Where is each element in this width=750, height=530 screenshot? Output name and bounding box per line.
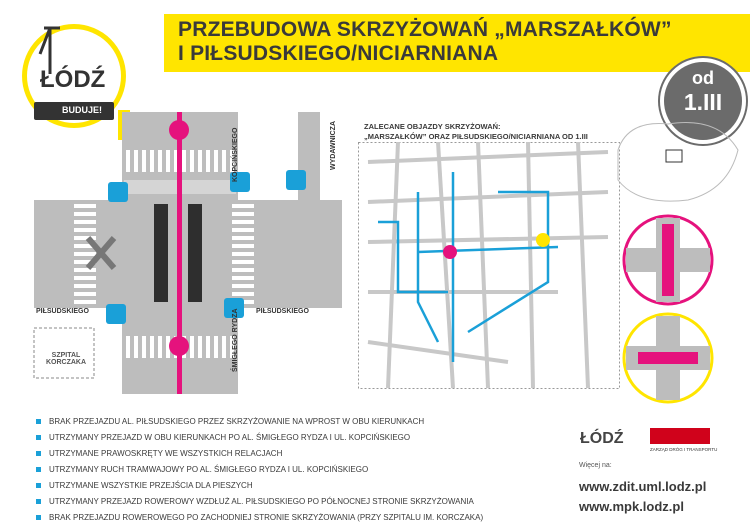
- footer-lodz-logo: ŁÓDŹ: [580, 430, 624, 447]
- detour-caption-1: ZALECANE OBJAZDY SKRZYŻOWAŃ:: [364, 122, 501, 131]
- street-smiglego: ŚMIGŁEGO RYDZA: [232, 308, 239, 372]
- zoom-circle-niciarniana: [622, 312, 714, 404]
- marszalkow-marker: [443, 245, 457, 259]
- tram-stop-south: [169, 336, 189, 356]
- zdit-link[interactable]: www.zdit.uml.lodz.pl: [579, 479, 707, 494]
- tram-platform-left: [154, 204, 168, 302]
- title-line-2: I PIŁSUDSKIEGO/NICIARNIANA: [178, 42, 499, 65]
- tram-platform-right: [188, 204, 202, 302]
- detour-map: [358, 142, 620, 390]
- badge-line-2: 1.III: [683, 89, 723, 115]
- zdit-logo: [650, 428, 710, 444]
- street-pilsudskiego-right: PIŁSUDSKIEGO: [256, 308, 309, 315]
- more-info-label: Więcej na:: [579, 462, 612, 469]
- tram-stop-north: [169, 120, 189, 140]
- hospital-line-1: SZPITAL: [51, 352, 81, 359]
- city-inset-map: [598, 110, 748, 210]
- street-pilsudskiego-left: PIŁSUDSKIEGO: [36, 308, 89, 315]
- badge-line-1: od: [692, 68, 714, 88]
- note-item: UTRZYMANY RUCH TRAMWAJOWY PO AL. ŚMIGŁEGO RYDZA I UL. KOPCIŃSKIEGO: [36, 461, 483, 477]
- street-wydawnicza: WYDAWNICZA: [330, 121, 337, 170]
- street-kopcinskiego: KOPCIŃSKIEGO: [232, 127, 239, 182]
- title-line-1: PRZEBUDOWA SKRZYŻOWAŃ „MARSZAŁKÓW”: [178, 18, 672, 41]
- turn-sign-sw-icon: [106, 304, 126, 324]
- mpk-link[interactable]: www.mpk.lodz.pl: [579, 499, 684, 514]
- note-item: BRAK PRZEJAZDU ROWEROWEGO PO ZACHODNIEJ STRONIE SKRZYŻOWANIA (PRZY SZPITALU IM. KORCZAKA): [36, 509, 483, 525]
- turn-sign-nw-icon: [108, 182, 128, 202]
- note-item: UTRZYMANY PRZEJAZD ROWEROWY WZDŁUŻ AL. PIŁSUDSKIEGO PO PÓŁNOCNEJ STRONIE SKRZYŻOWANIA: [36, 493, 483, 509]
- note-item: UTRZYMANE WSZYSTKIE PRZEJŚCIA DLA PIESZYCH: [36, 477, 483, 493]
- zdit-label: ZARZĄD DRÓG I TRANSPORTU: [650, 447, 718, 452]
- hospital-label: [40, 352, 92, 366]
- road-wydawnicza: [298, 112, 320, 204]
- zoom-circle-marszalkow: [622, 214, 714, 306]
- hospital-line-2: KORCZAKA: [45, 359, 87, 366]
- note-item: UTRZYMANY PRZEJAZD W OBU KIERUNKACH PO AL. ŚMIGŁEGO RYDZA I UL. KOPCIŃSKIEGO: [36, 429, 483, 445]
- note-item: UTRZYMANE PRAWOSKRĘTY WE WSZYSTKICH RELACJACH: [36, 445, 483, 461]
- logo-tagline: BUDUJE!: [62, 105, 103, 115]
- turn-sign-wydawnicza-icon: [286, 170, 306, 190]
- note-item: BRAK PRZEJAZDU AL. PIŁSUDSKIEGO PRZEZ SKRZYŻOWANIE NA WPROST W OBU KIERUNKACH: [36, 413, 483, 429]
- detour-caption-2: „MARSZAŁKÓW” ORAZ PIŁSUDSKIEGO/NICIARNIANA OD 1.III: [364, 132, 588, 141]
- niciarniana-marker: [536, 233, 550, 247]
- notes-list: [36, 413, 483, 525]
- logo-text: ŁÓDŹ: [40, 66, 106, 93]
